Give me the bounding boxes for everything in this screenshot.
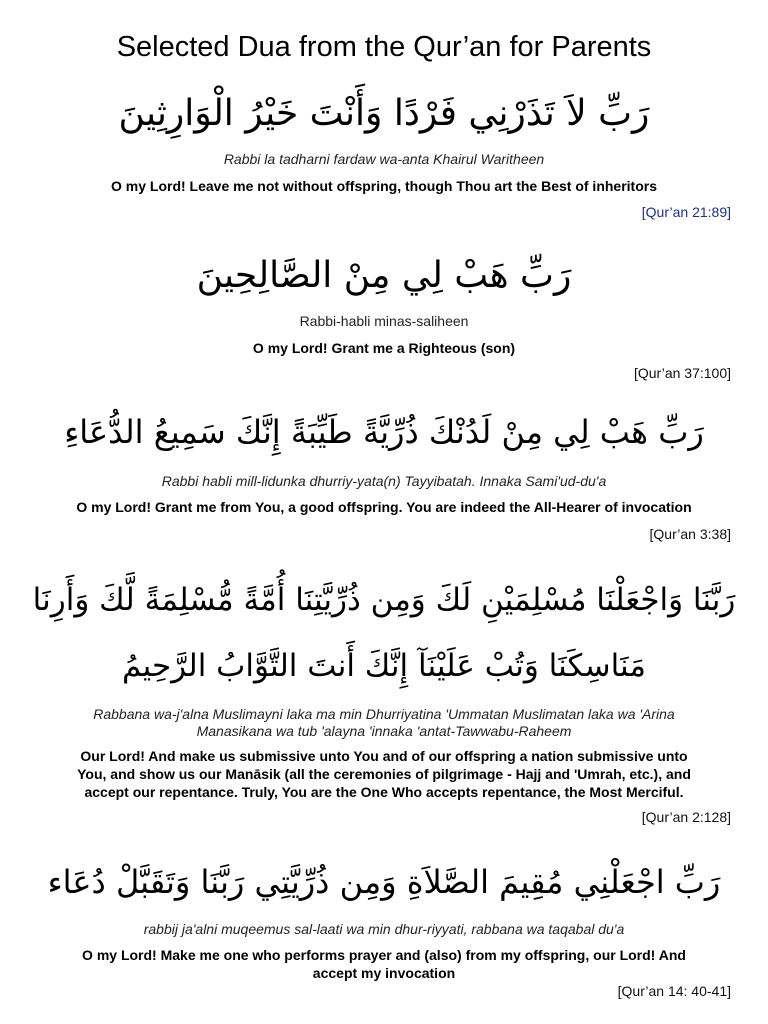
dua-4-arabic-line-1: رَبَّنَا وَاجْعَلْنَا مُسْلِمَيْنِ لَكَ وَمِن ذُرِّيَّتِنَا أُمَّةً مُّسْلِمَةً لَّكَ وَأَرِنَا: [32, 582, 736, 618]
dua-2-reference: [Qur’an 37:100]: [633, 365, 731, 381]
dua-3-arabic: رَبِّ هَبْ لِي مِنْ لَدُنْكَ ذُرِّيَّةً طَيِّبَةً إِنَّكَ سَمِيعُ الدُّعَاءِ: [64, 413, 704, 451]
dua-5-meaning-line-1: O my Lord! Make me one who performs prayer and (also) from my offspring, our Lord! And: [82, 947, 686, 963]
dua-1-transliteration: Rabbi la tadharni fardaw wa-anta Khairul Waritheen: [223, 151, 545, 167]
dua-5-meaning-line-2: accept my invocation: [312, 965, 456, 981]
dua-4-meaning-line-2: You, and show us our Manāsik (all the ceremonies of pilgrimage - Hajj and 'Umrah, etc.), and: [77, 766, 691, 782]
dua-2-transliteration: Rabbi-habli minas-saliheen: [299, 313, 469, 329]
dua-1-reference: [Qur’an 21:89]: [641, 204, 731, 220]
dua-3-meaning: O my Lord! Grant me from You, a good offspring. You are indeed the All-Hearer of invocation: [76, 499, 692, 515]
dua-4-meaning-line-3: accept our repentance. Truly, You are the One Who accepts repentance, the Most Merciful.: [84, 784, 684, 800]
dua-4-arabic-line-2: مَنَاسِكَنَا وَتُبْ عَلَيْنَآ إِنَّكَ أَنتَ التَّوَّابُ الرَّحِيمُ: [122, 648, 646, 684]
dua-5-arabic: رَبِّ اجْعَلْنِي مُقِيمَ الصَّلاَةِ وَمِن ذُرِّيَّتِي رَبَّنَا وَتَقَبَّلْ دُعَاء: [47, 863, 721, 901]
dua-4-reference: [Qur’an 2:128]: [641, 809, 731, 825]
dua-3-transliteration: Rabbi habli mill-lidunka dhurriy-yata(n) Tayyibatah. Innaka Sami'ud-du'a: [161, 473, 607, 489]
dua-5-transliteration: rabbij ja'alni muqeemus sal-laati wa min dhur-riyyati, rabbana wa taqabal du'a: [143, 921, 625, 937]
dua-4-transliteration-line-1: Rabbana wa-j'alna Muslimayni laka ma min Dhurriyatina 'Ummatan Muslimatan laka wa 'Arina: [93, 706, 675, 722]
dua-5-reference: [Qur’an 14: 40-41]: [617, 983, 731, 999]
dua-2-arabic: رَبِّ هَبْ لِي مِنْ الصَّالِحِينَ: [196, 255, 572, 296]
dua-4-transliteration-line-2: Manasikana wa tub 'alayna 'innaka 'antat-Tawwabu-Raheem: [196, 723, 572, 739]
dua-2-meaning: O my Lord! Grant me a Righteous (son): [252, 340, 516, 356]
dua-1-meaning: O my Lord! Leave me not without offspring, though Thou art the Best of inheritors: [111, 178, 657, 194]
dua-4-meaning-line-1: Our Lord! And make us submissive unto You and of our offspring a nation submissive unto: [80, 748, 688, 764]
dua-3-reference: [Qur’an 3:38]: [649, 526, 731, 542]
dua-1-arabic: رَبِّ لاَ تَذَرْنِي فَرْدًا وَأَنْتَ خَيْرُ الْوَارِثِينَ: [118, 93, 650, 134]
page-title: Selected Dua from the Qur’an for Parents: [116, 31, 652, 63]
